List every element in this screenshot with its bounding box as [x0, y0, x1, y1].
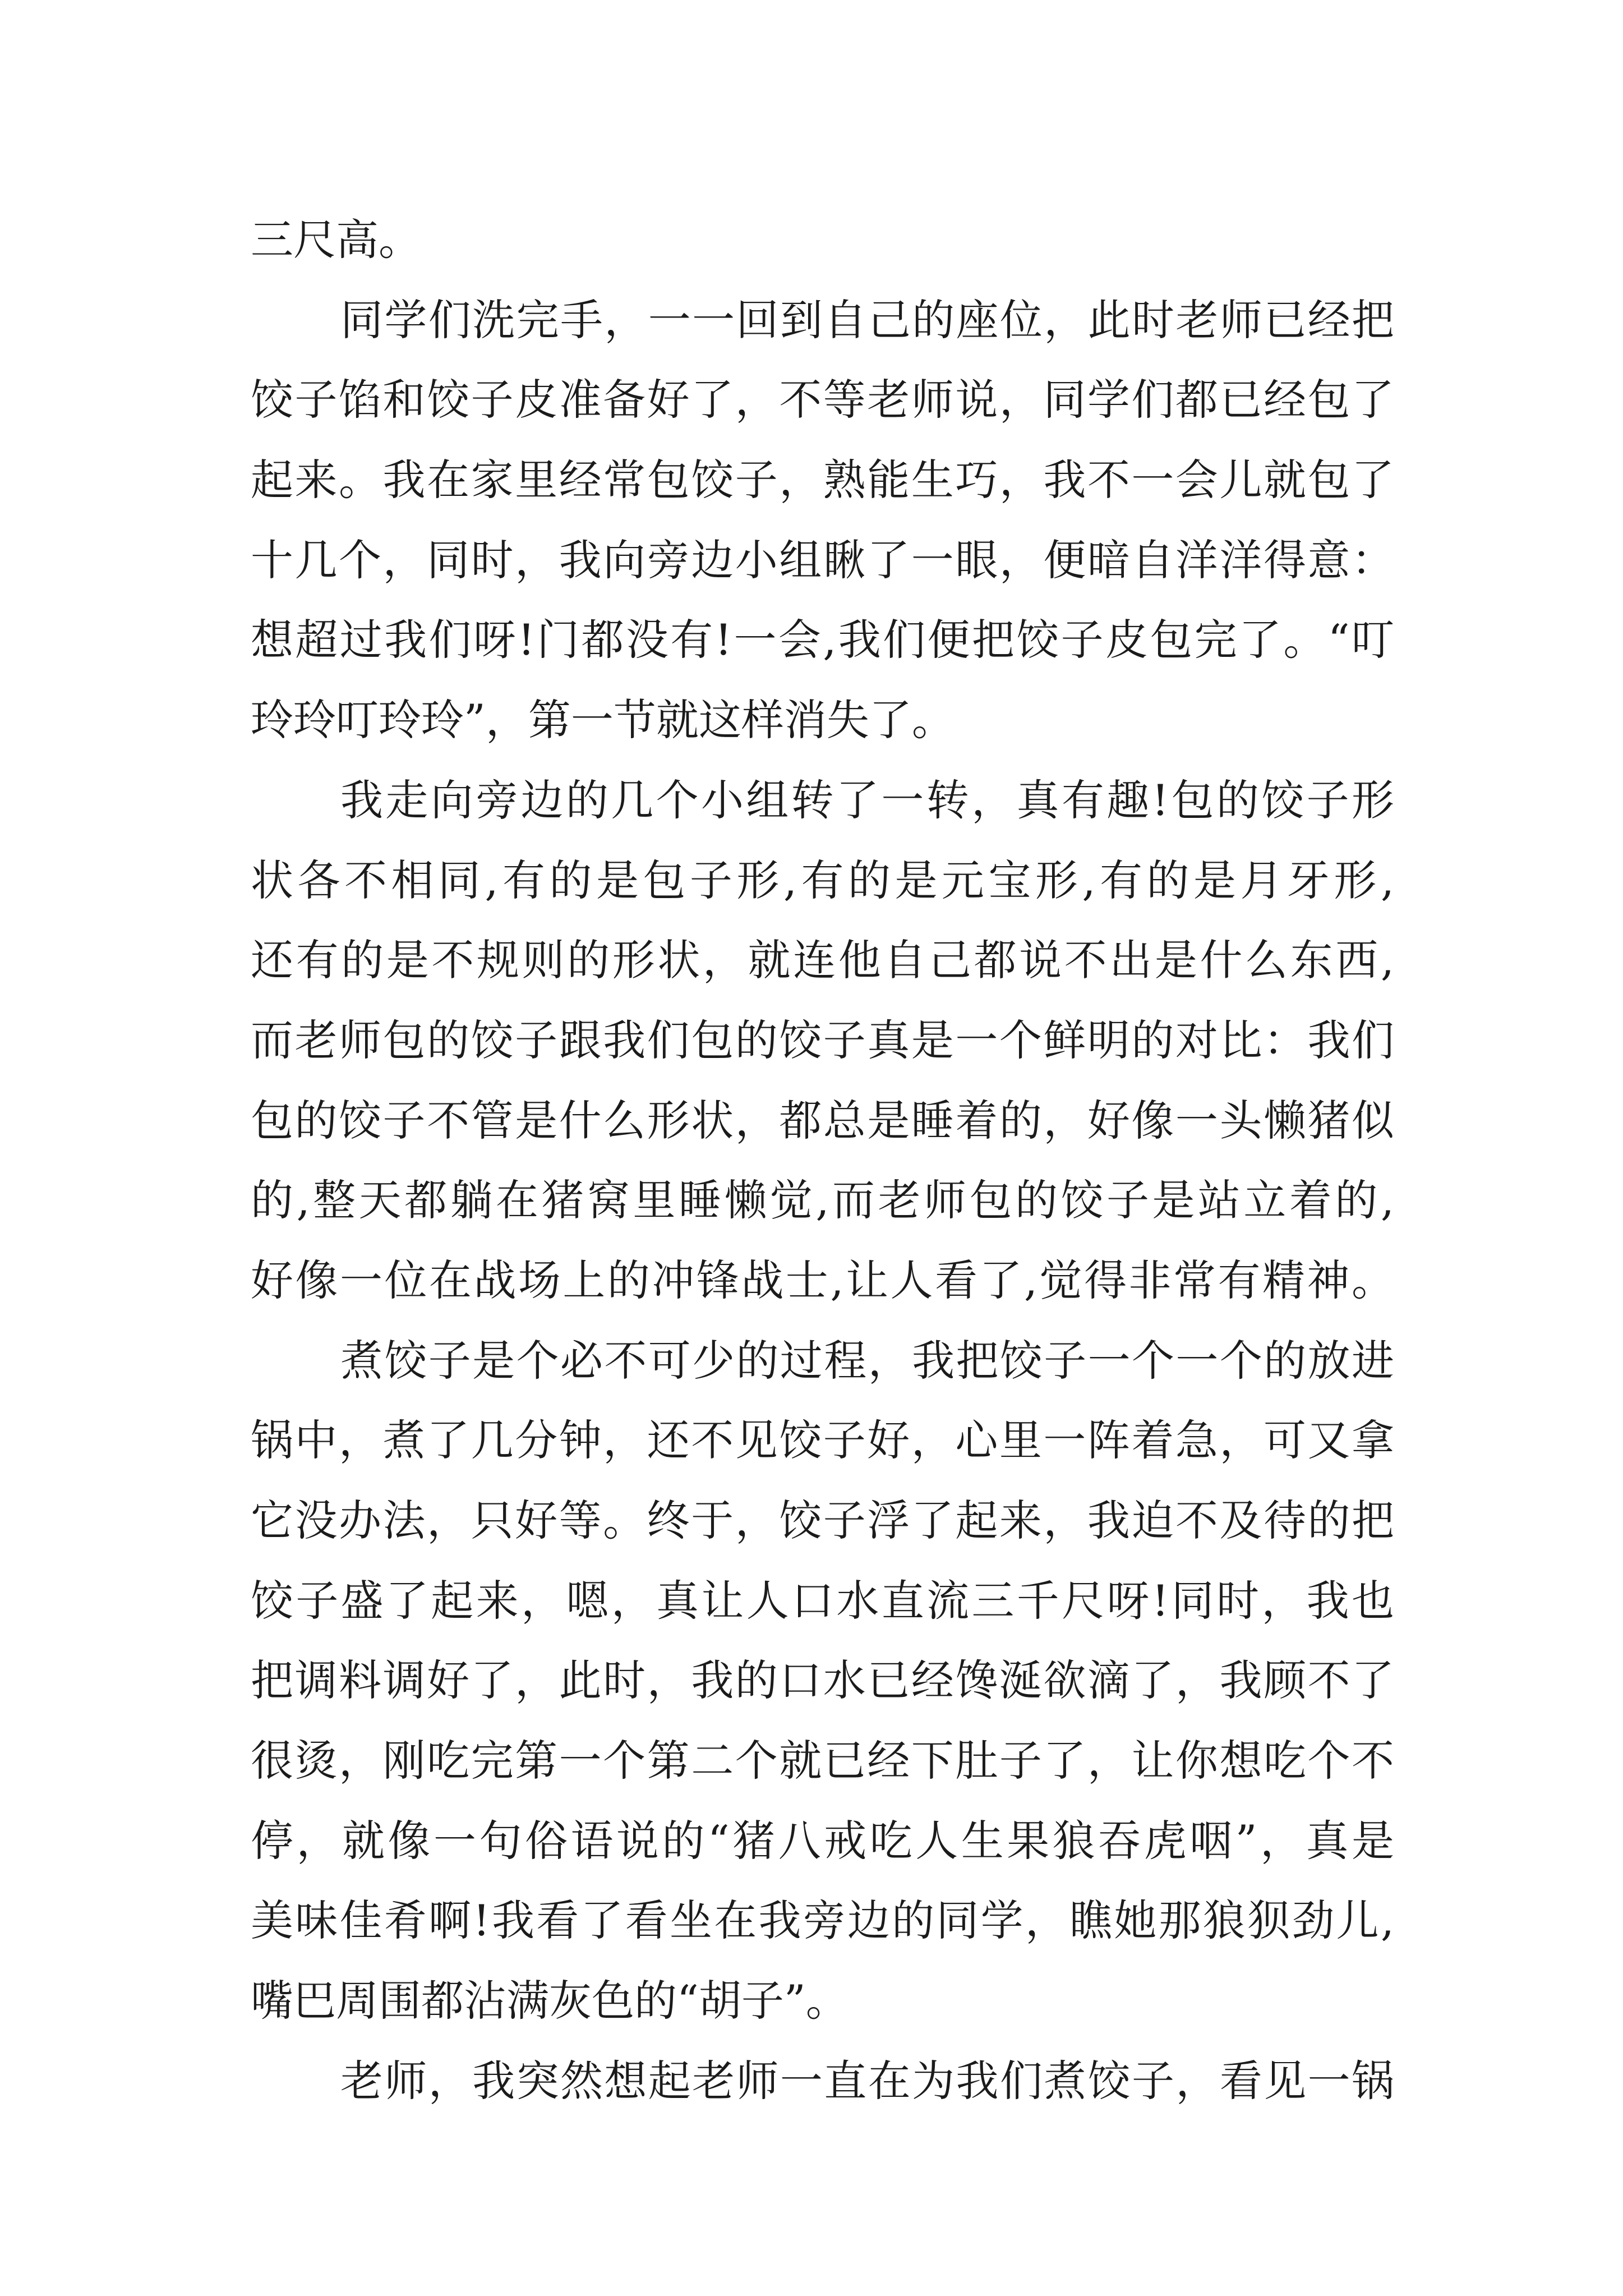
- text-line: 还有的是不规则的形状，就连他自己都说不出是什么东西,: [251, 935, 1394, 986]
- text-line: 起来。我在家里经常包饺子，熟能生巧，我不一会儿就包了: [251, 455, 1394, 505]
- text-line: 把调料调好了，此时，我的口水已经馋涎欲滴了，我顾不了: [251, 1655, 1394, 1706]
- text-line: 美味佳肴啊!我看了看坐在我旁边的同学，瞧她那狼狈劲儿,: [251, 1895, 1394, 1946]
- text-line: 很烫，刚吃完第一个第二个就已经下肚子了，让你想吃个不: [251, 1736, 1394, 1786]
- text-line: 饺子盛了起来，嗯，真让人口水直流三千尺呀!同时，我也: [251, 1575, 1394, 1626]
- text-line: 十几个，同时，我向旁边小组瞅了一眼，便暗自洋洋得意：: [251, 535, 1394, 585]
- text-line: 想超过我们呀!门都没有!一会,我们便把饺子皮包完了。“叮: [251, 615, 1394, 665]
- text-line: 玲玲叮玲玲”，第一节就这样消失了。: [251, 695, 955, 746]
- text-line: 煮饺子是个必不可少的过程，我把饺子一个一个的放进: [340, 1335, 1394, 1386]
- paragraph: [251, 761, 1394, 1321]
- paragraph: [251, 1321, 1394, 2041]
- text-line: 状各不相同,有的是包子形,有的是元宝形,有的是月牙形,: [251, 855, 1394, 905]
- text-line: 而老师包的饺子跟我们包的饺子真是一个鲜明的对比：我们: [251, 1015, 1394, 1065]
- text-line: 三尺高。: [251, 215, 421, 265]
- paragraph: [251, 2041, 1394, 2122]
- text-line: 停，就像一句俗语说的“猪八戒吃人生果狼吞虎咽”，真是: [251, 1815, 1394, 1866]
- paragraph: [251, 200, 1394, 280]
- text-line: 嘴巴周围都沾满灰色的“胡子”。: [251, 1976, 849, 2026]
- text-line: 我走向旁边的几个小组转了一转，真有趣!包的饺子形: [340, 775, 1394, 825]
- document-body: [251, 200, 1394, 2122]
- paragraph: [251, 280, 1394, 761]
- text-line: 同学们洗完手，一一回到自己的座位，此时老师已经把: [340, 295, 1394, 345]
- text-line: 锅中，煮了几分钟，还不见饺子好，心里一阵着急，可又拿: [251, 1415, 1394, 1466]
- text-line: 饺子馅和饺子皮准备好了，不等老师说，同学们都已经包了: [251, 375, 1394, 425]
- text-line: 包的饺子不管是什么形状，都总是睡着的，好像一头懒猪似: [251, 1095, 1394, 1145]
- text-line: 好像一位在战场上的冲锋战士,让人看了,觉得非常有精神。: [251, 1255, 1394, 1305]
- text-line: 它没办法，只好等。终于，饺子浮了起来，我迫不及待的把: [251, 1496, 1394, 1545]
- text-line: 的,整天都躺在猪窝里睡懒觉,而老师包的饺子是站立着的,: [251, 1175, 1394, 1226]
- text-line: 老师，我突然想起老师一直在为我们煮饺子，看见一锅: [340, 2055, 1394, 2106]
